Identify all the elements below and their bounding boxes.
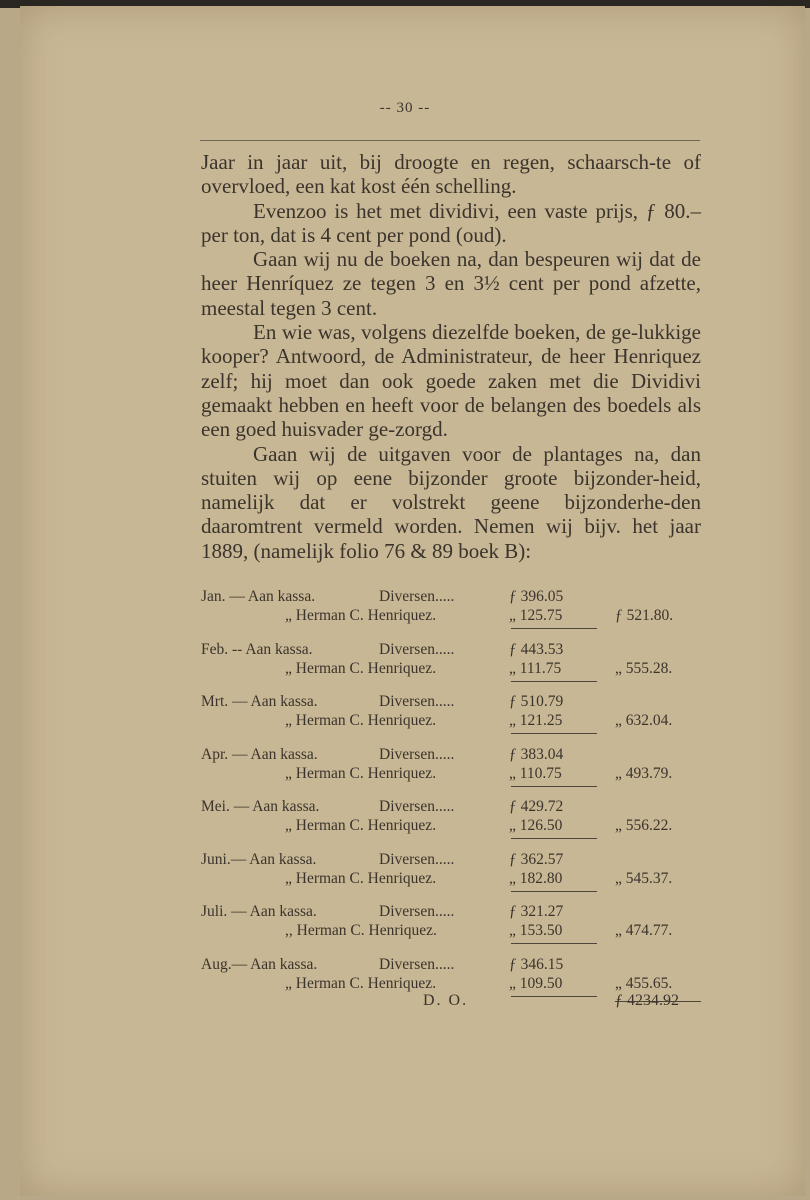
ledger-herman: „ Herman C. Henriquez. xyxy=(285,659,437,677)
paragraph-1: Jaar in jaar uit, bij droogte en regen, schaarsch-te of overvloed, een kat kost één schelling. xyxy=(201,150,701,199)
ledger-diversen: Diversen..... xyxy=(379,640,455,658)
ledger-month: Jan. — Aan kassa. xyxy=(201,588,316,605)
ledger-month: Juli. — Aan kassa. xyxy=(201,903,317,920)
header-rule xyxy=(200,140,700,141)
ledger-amount-2: „ 182.80 xyxy=(509,869,563,887)
ledger-diversen: Diversen..... xyxy=(379,903,455,920)
ledger-month-total: ƒ 521.80. xyxy=(615,607,674,624)
ledger-amount-1: ƒ 510.79 xyxy=(509,693,564,710)
ledger-month-total: „ 632.04. xyxy=(615,712,673,729)
paragraph-2: Evenzoo is het met dividivi, een vaste prijs, ƒ 80.–per ton, dat is 4 cent per pond (oud). xyxy=(201,198,701,247)
body-text xyxy=(201,150,701,563)
ledger-sum-rule xyxy=(511,733,597,734)
ledger-sum-rule xyxy=(511,838,597,839)
ledger-amount-1: ƒ 321.27 xyxy=(509,903,564,920)
ledger-amount-2: „ 110.75 xyxy=(509,764,562,782)
ledger-herman: „ Herman C. Henriquez. xyxy=(285,817,437,834)
ledger-grand-total: ƒ 4234.92 xyxy=(615,992,679,1009)
ledger-month: Mei. — Aan kassa. xyxy=(201,798,320,815)
ledger-amount-1: ƒ 396.05 xyxy=(509,588,564,605)
ledger-amount-2: „ 125.75 xyxy=(509,607,563,624)
ledger-diversen: Diversen..... xyxy=(379,588,455,605)
ledger-sum-rule xyxy=(511,786,597,787)
ledger-month: Aug.— Aan kassa. xyxy=(201,955,318,973)
ledger-amount-1: ƒ 429.72 xyxy=(509,798,564,815)
ledger-herman: „ Herman C. Henriquez. xyxy=(285,869,437,887)
ledger-month: Mrt. — Aan kassa. xyxy=(201,693,318,710)
ledger-amount-2: „ 126.50 xyxy=(509,817,563,834)
ledger-month-total: „ 545.37. xyxy=(615,869,673,887)
paragraph-3: Gaan wij nu de boeken na, dan bespeuren wij dat de heer Henríquez ze tegen 3 en 3½ cent per pond afzette, meestal tegen 3 cent. xyxy=(201,247,701,320)
ledger-diversen: Diversen..... xyxy=(379,955,455,973)
ledger-amount-1: ƒ 362.57 xyxy=(509,850,564,868)
ledger-herman: ,, Herman C. Henriquez. xyxy=(285,922,437,939)
ledger-sum-rule xyxy=(511,628,597,629)
ledger-amount-2: „ 153.50 xyxy=(509,922,563,939)
ledger-herman: „ Herman C. Henriquez. xyxy=(285,764,437,782)
ledger-herman: „ Herman C. Henriquez. xyxy=(285,712,437,729)
ledger-month: Juni.— Aan kassa. xyxy=(201,850,317,868)
ledger-diversen: Diversen..... xyxy=(379,693,455,710)
ledger-amount-2: „ 109.50 xyxy=(509,974,563,992)
ledger-sum-rule xyxy=(511,891,597,892)
ledger-amount-1: ƒ 346.15 xyxy=(509,955,564,973)
ledger-amount-2: „ 111.75 xyxy=(509,659,562,677)
ledger-month: Feb. -- Aan kassa. xyxy=(201,640,313,658)
ledger-month-total: „ 555.28. xyxy=(615,659,673,677)
ledger-amount-1: ƒ 383.04 xyxy=(509,745,564,763)
ledger-footer-label: D. O. xyxy=(423,992,469,1009)
ledger-month-total: „ 493.79. xyxy=(615,764,673,782)
page-number: -- 30 -- xyxy=(379,100,431,116)
ledger-month: Apr. — Aan kassa. xyxy=(201,745,318,763)
ledger-herman: „ Herman C. Henriquez. xyxy=(285,974,437,992)
ledger-sum-rule xyxy=(511,943,597,944)
ledger-month-total: „ 556.22. xyxy=(615,817,673,834)
ledger-sum-rule xyxy=(511,681,597,682)
paragraph-5: Gaan wij de uitgaven voor de plantages na, dan stuiten wij op eene bijzonder groote bijzonder-heid, namelijk dat er volstrekt geene bijzonderhe-den daaromtrent vermeld worden. Nemen wij bijv. het jaar 1889, (namelijk folio 76 & 89 boek B): xyxy=(201,441,701,563)
ledger-month-total: „ 455.65. xyxy=(615,974,673,992)
ledger-amount-1: ƒ 443.53 xyxy=(509,640,564,658)
paragraph-4: En wie was, volgens diezelfde boeken, de ge-lukkige kooper? Antwoord, de Administrateur, de heer Henriquez zelf; hij moet dan ook goede zaken met die Dividivi gemaakt hebben en heeft voor de belangen des boedels als een goed huisvader ge-zorgd. xyxy=(201,320,701,442)
ledger-month-total: „ 474.77. xyxy=(615,922,673,939)
ledger-herman: „ Herman C. Henriquez. xyxy=(285,607,437,624)
ledger-diversen: Diversen..... xyxy=(379,850,455,868)
ledger-diversen: Diversen..... xyxy=(379,745,455,763)
ledger-amount-2: „ 121.25 xyxy=(509,712,563,729)
ledger-sum-rule xyxy=(511,996,597,997)
ledger-diversen: Diversen..... xyxy=(379,798,455,815)
